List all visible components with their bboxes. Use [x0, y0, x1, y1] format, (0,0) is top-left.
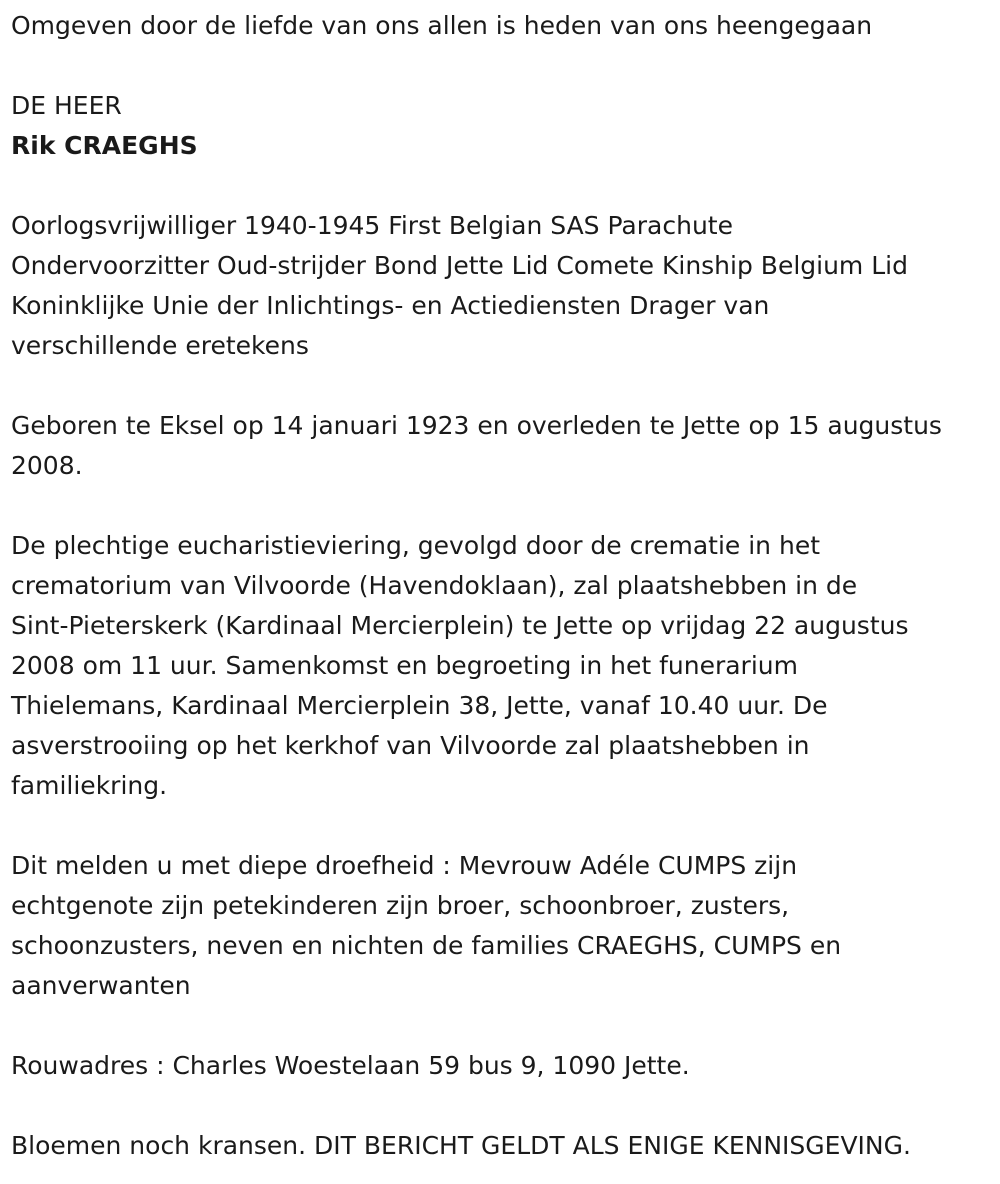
- spacer: [11, 1086, 991, 1126]
- biography-paragraph: [11, 206, 991, 366]
- ceremony-line: Thielemans, Kardinaal Mercierplein 38, Jette, vanaf 10.40 uur. De: [11, 691, 828, 720]
- birth-death-paragraph: [11, 406, 991, 486]
- spacer: [11, 1006, 991, 1046]
- ceremony-line: familiekring.: [11, 771, 168, 800]
- biography-line: verschillende eretekens: [11, 331, 309, 360]
- intro-text: Omgeven door de liefde van ons allen is heden van ons heengegaan: [11, 11, 873, 40]
- biography-line: Koninklijke Unie der Inlichtings- en Actiediensten Drager van: [11, 291, 770, 320]
- spacer: [11, 166, 991, 206]
- mourning-address: Rouwadres : Charles Woestelaan 59 bus 9, 1090 Jette.: [11, 1051, 690, 1080]
- obituary-notice: [11, 6, 991, 1166]
- spacer: [11, 806, 991, 846]
- closing-statement: Bloemen noch kransen. DIT BERICHT GELDT ALS ENIGE KENNISGEVING.: [11, 1131, 911, 1160]
- spacer: [11, 486, 991, 526]
- announcers-line: Dit melden u met diepe droefheid : Mevrouw Adéle CUMPS zijn: [11, 851, 798, 880]
- ceremony-line: De plechtige eucharistieviering, gevolgd door de crematie in het: [11, 531, 820, 560]
- announcers-line: echtgenote zijn petekinderen zijn broer, schoonbroer, zusters,: [11, 891, 790, 920]
- birth-death-line: Geboren te Eksel op 14 januari 1923 en overleden te Jette op 15 augustus: [11, 411, 942, 440]
- biography-line: Oorlogsvrijwilliger 1940-1945 First Belgian SAS Parachute: [11, 211, 733, 240]
- deceased-name: Rik CRAEGHS: [11, 131, 198, 160]
- announcers-line: schoonzusters, neven en nichten de families CRAEGHS, CUMPS en: [11, 931, 842, 960]
- ceremony-line: asverstrooiing op het kerkhof van Vilvoorde zal plaatshebben in: [11, 731, 810, 760]
- honorific-title: DE HEER: [11, 91, 122, 120]
- birth-death-line: 2008.: [11, 451, 83, 480]
- ceremony-line: crematorium van Vilvoorde (Havendoklaan), zal plaatshebben in de: [11, 571, 858, 600]
- announcers-line: aanverwanten: [11, 971, 191, 1000]
- spacer: [11, 46, 991, 86]
- spacer: [11, 366, 991, 406]
- ceremony-line: Sint-Pieterskerk (Kardinaal Mercierplein) te Jette op vrijdag 22 augustus: [11, 611, 909, 640]
- announcers-paragraph: [11, 846, 991, 1006]
- ceremony-paragraph: [11, 526, 991, 806]
- biography-line: Ondervoorzitter Oud-strijder Bond Jette Lid Comete Kinship Belgium Lid: [11, 251, 908, 280]
- ceremony-line: 2008 om 11 uur. Samenkomst en begroeting in het funerarium: [11, 651, 798, 680]
